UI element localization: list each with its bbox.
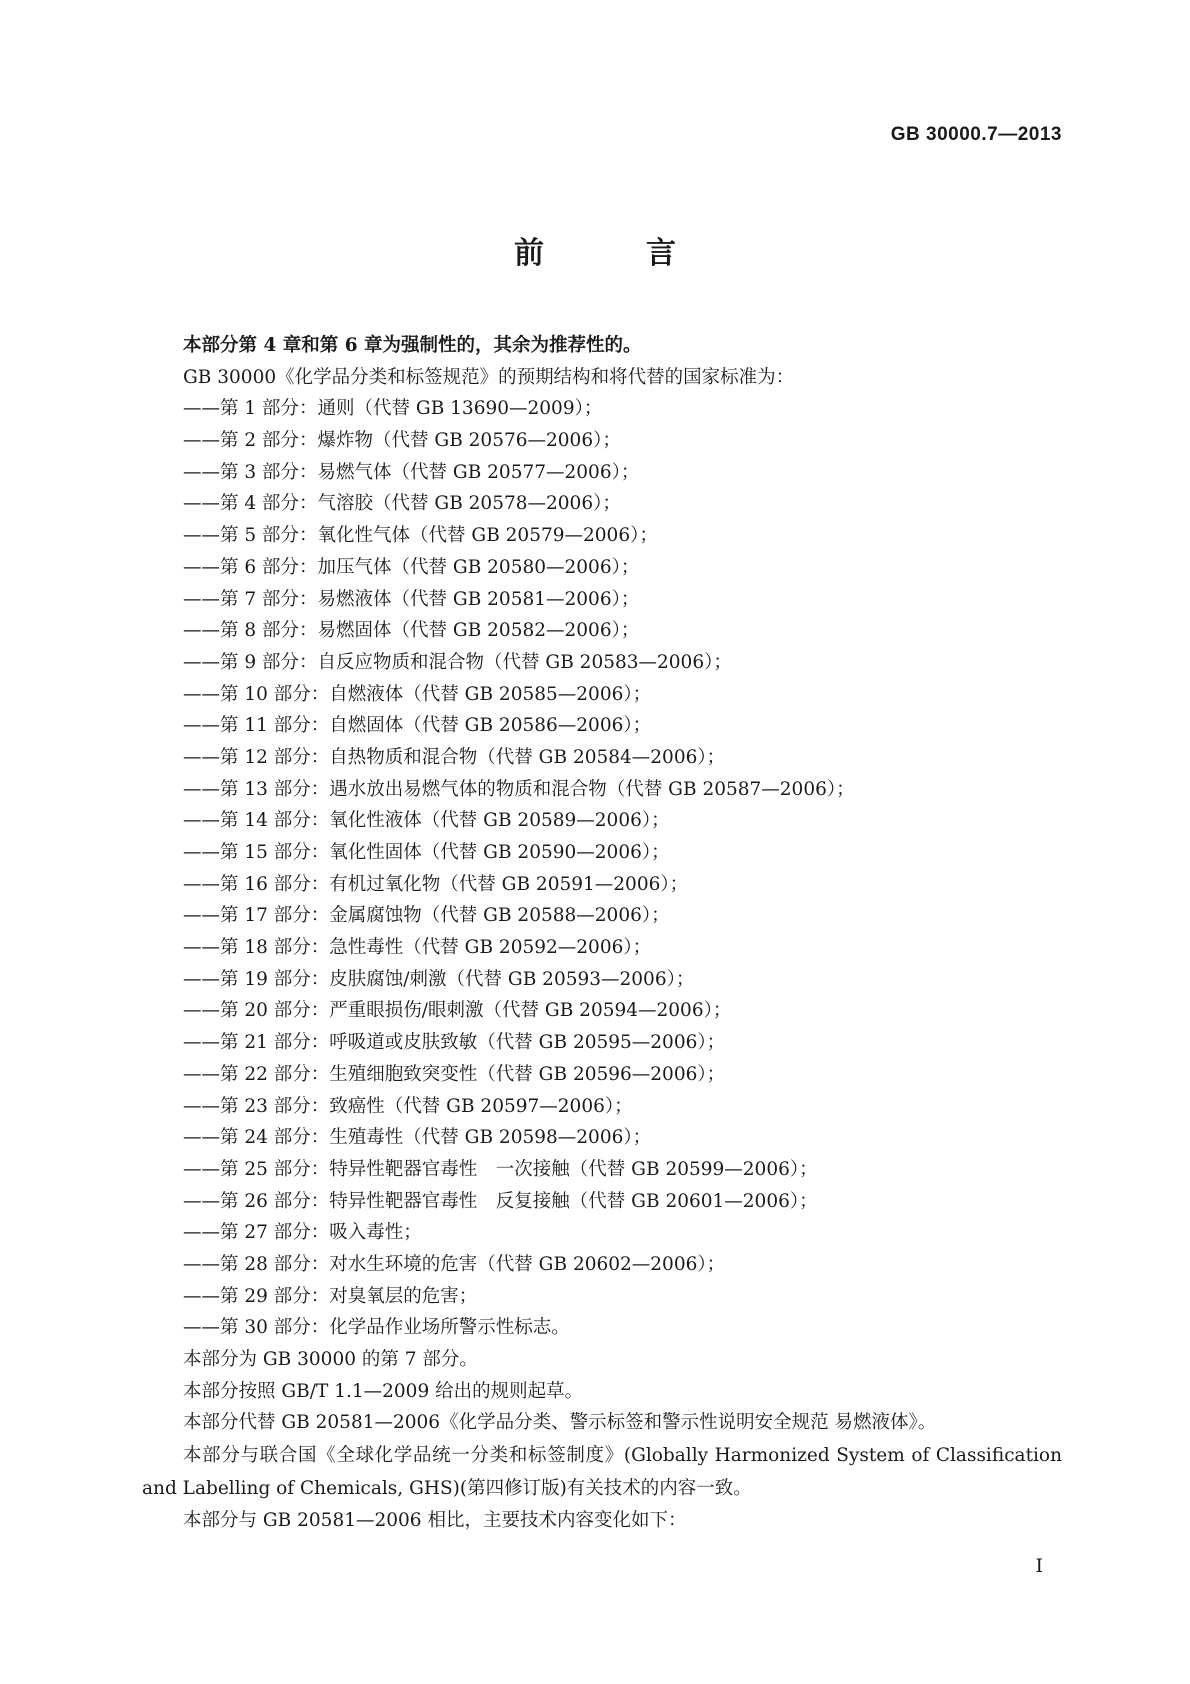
part-item: ——第 20 部分：严重眼损伤/眼刺激（代替 GB 20594—2006）；: [183, 1000, 732, 1022]
part-item: ——第 9 部分：自反应物质和混合物（代替 GB 20583—2006）；: [183, 651, 732, 673]
part-item: ——第 28 部分：对水生环境的危害（代替 GB 20602—2006）；: [183, 1253, 726, 1275]
structure-intro: GB 30000《化学品分类和标签规范》的预期结构和将代替的国家标准为：: [183, 366, 795, 388]
part-item: ——第 7 部分：易燃液体（代替 GB 20581—2006）；: [183, 588, 640, 610]
foreword-body: [142, 330, 1062, 1537]
part-item: ——第 4 部分：气溶胶（代替 GB 20578—2006）；: [183, 493, 621, 515]
part-item: ——第 16 部分：有机过氧化物（代替 GB 20591—2006）；: [183, 873, 689, 895]
page-title: 前 言: [514, 236, 712, 271]
page-number: I: [1035, 1555, 1043, 1577]
part-item: ——第 18 部分：急性毒性（代替 GB 20592—2006）；: [183, 937, 652, 959]
part-item: ——第 25 部分：特异性靶器官毒性 一次接触（代替 GB 20599—2006）；: [183, 1158, 818, 1180]
part-item: ——第 19 部分：皮肤腐蚀/刺激（代替 GB 20593—2006）；: [183, 968, 695, 990]
part-item: ——第 2 部分：爆炸物（代替 GB 20576—2006）；: [183, 430, 621, 452]
part-item: ——第 3 部分：易燃气体（代替 GB 20577—2006）；: [183, 461, 640, 483]
standard-code: GB 30000.7—2013: [890, 124, 1062, 145]
part-item: ——第 13 部分：遇水放出易燃气体的物质和混合物（代替 GB 20587—2006）；: [183, 778, 855, 800]
part-item: ——第 11 部分：自燃固体（代替 GB 20586—2006）；: [183, 715, 652, 737]
part-item: ——第 10 部分：自燃液体（代替 GB 20585—2006）；: [183, 683, 652, 705]
part-item: ——第 12 部分：自热物质和混合物（代替 GB 20584—2006）；: [183, 746, 726, 768]
part-item: ——第 29 部分：对臭氧层的危害；: [183, 1285, 478, 1307]
part-item: ——第 26 部分：特异性靶器官毒性 反复接触（代替 GB 20601—2006）；: [183, 1190, 818, 1212]
part-item: ——第 21 部分：呼吸道或皮肤致敏（代替 GB 20595—2006）；: [183, 1032, 726, 1054]
part-item: ——第 23 部分：致癌性（代替 GB 20597—2006）；: [183, 1095, 633, 1117]
part-item: ——第 5 部分：氧化性气体（代替 GB 20579—2006）；: [183, 525, 658, 547]
part-item: ——第 8 部分：易燃固体（代替 GB 20582—2006）；: [183, 620, 640, 642]
changes-intro: 本部分与 GB 20581—2006 相比，主要技术内容变化如下：: [183, 1510, 687, 1532]
part-item: ——第 14 部分：氧化性液体（代替 GB 20589—2006）；: [183, 810, 670, 832]
part-item: ——第 15 部分：氧化性固体（代替 GB 20590—2006）；: [183, 842, 670, 863]
ghs-consistency: 本部分与联合国《全球化学品统一分类和标签制度》(Globally Harmonized System of Classification and Labelling of Chemicals, GHS)(第四修订版)有关技术的内容一致。: [142, 1445, 1062, 1500]
part-statement: 本部分为 GB 30000 的第 7 部分。: [183, 1349, 478, 1370]
part-item: ——第 6 部分：加压气体（代替 GB 20580—2006）；: [183, 556, 640, 578]
mandatory-statement: 本部分第 4 章和第 6 章为强制性的，其余为推荐性的。: [183, 335, 642, 356]
part-item: ——第 30 部分：化学品作业场所警示性标志。: [183, 1317, 570, 1339]
replacement-note: 本部分代替 GB 20581—2006《化学品分类、警示标签和警示性说明安全规范 易燃液体》。: [183, 1412, 937, 1434]
part-item: ——第 27 部分：吸入毒性；: [183, 1222, 422, 1244]
part-item: ——第 1 部分：通则（代替 GB 13690—2009）；: [183, 398, 603, 420]
part-item: ——第 24 部分：生殖毒性（代替 GB 20598—2006）；: [183, 1127, 652, 1149]
part-item: ——第 22 部分：生殖细胞致突变性（代替 GB 20596—2006）；: [183, 1063, 726, 1085]
part-item: ——第 17 部分：金属腐蚀物（代替 GB 20588—2006）；: [183, 905, 670, 927]
drafting-rule: 本部分按照 GB/T 1.1—2009 给出的规则起草。: [183, 1380, 584, 1402]
